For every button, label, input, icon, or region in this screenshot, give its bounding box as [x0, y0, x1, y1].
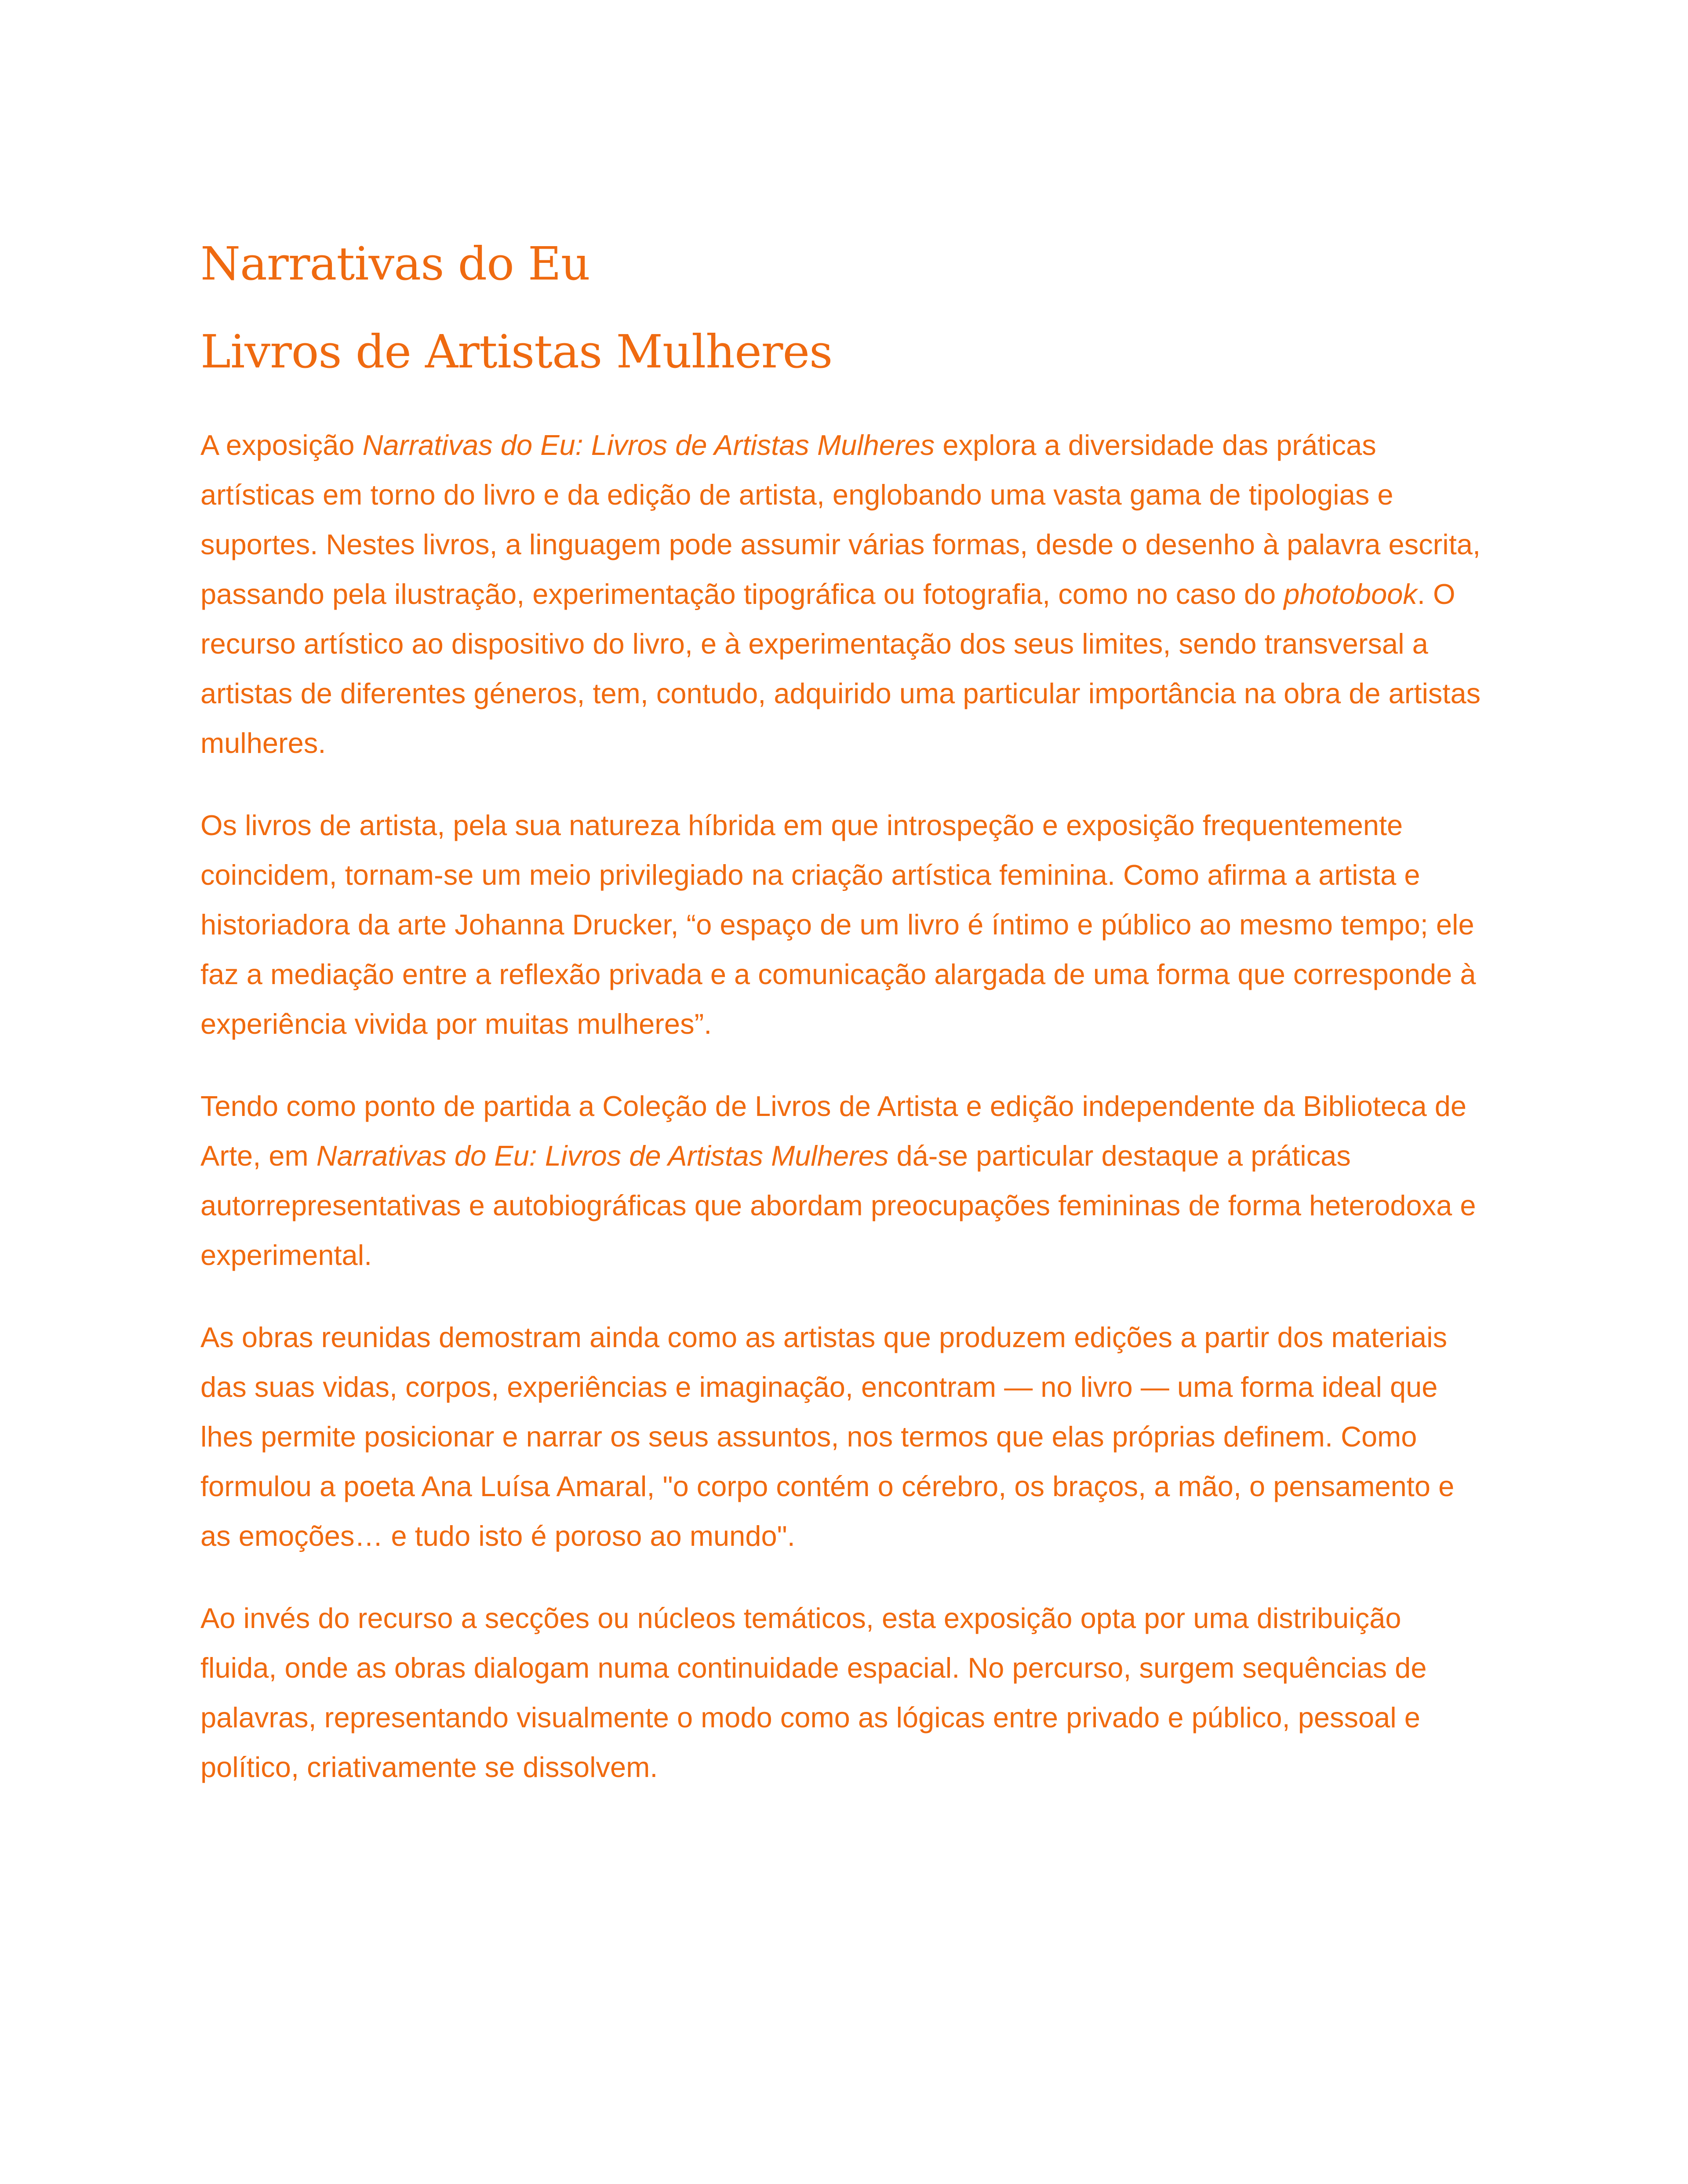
paragraph-3-text-b: dá-se particular destaque a práticas autorrepresentativas e autobiográficas que abordam preocupações femininas de forma heterodoxa e experimental. [200, 1140, 1476, 1271]
document-title [200, 220, 1484, 396]
document-body [200, 420, 1484, 1792]
document-page [200, 220, 1484, 1824]
paragraph-3-text-a: Tendo como ponto de partida a Coleção de Livros de Artista e edição independente da Biblioteca de Arte, em [200, 1090, 1467, 1172]
paragraph-5: Ao invés do recurso a secções ou núcleos temáticos, esta exposição opta por uma distribuição fluida, onde as obras dialogam numa continuidade espacial. No percurso, surgem sequências de palavras, representando visualmente o modo como as lógicas entre privado e público, pessoal e político, criativamente se dissolvem. [200, 1602, 1427, 1783]
paragraph-1-text-b: explora a diversidade das práticas artísticas em torno do livro e da edição de artista, englobando uma vasta gama de tipologias e suportes. Nestes livros, a linguagem pode assumir várias formas, desde o desenho à palavra escrita, passando pela ilustração, experimentação tipográfica ou fotografia, como no caso do [200, 429, 1481, 610]
paragraph-1-photobook: photobook [1284, 578, 1417, 610]
paragraph-2: Os livros de artista, pela sua natureza híbrida em que introspeção e exposição frequentemente coincidem, tornam-se um meio privilegiado na criação artística feminina. Como afirma a artista e historiadora da arte Johanna Drucker, “o espaço de um livro é íntimo e público ao mesmo tempo; ele faz a mediação entre a reflexão privada e a comunicação alargada de uma forma que corresponde à experiência vivida por muitas mulheres”. [200, 809, 1476, 1040]
paragraph-3 [200, 1081, 1484, 1280]
paragraph-1-exhibition-title: Narrativas do Eu: Livros de Artistas Mulheres [362, 429, 935, 461]
title-line-2: Livros de Artistas Mulheres [200, 325, 833, 378]
paragraph-1-text-c: . O recurso artístico ao dispositivo do livro, e à experimentação dos seus limites, sendo transversal a artistas de diferentes géneros, tem, contudo, adquirido uma particular importância na obra de artistas mulheres. [200, 578, 1481, 759]
paragraph-1 [200, 420, 1484, 768]
paragraph-3-exhibition-title: Narrativas do Eu: Livros de Artistas Mulheres [316, 1140, 889, 1172]
title-line-1: Narrativas do Eu [200, 237, 590, 291]
paragraph-4: As obras reunidas demostram ainda como as artistas que produzem edições a partir dos materiais das suas vidas, corpos, experiências e imaginação, encontram — no livro — uma forma ideal que lhes permite posicionar e narrar os seus assuntos, nos termos que elas próprias definem. Como formulou a poeta Ana Luísa Amaral, "o corpo contém o cérebro, os braços, a mão, o pensamento e as emoções… e tudo isto é poroso ao mundo". [200, 1321, 1455, 1552]
paragraph-1-text-a: A exposição [200, 429, 363, 461]
